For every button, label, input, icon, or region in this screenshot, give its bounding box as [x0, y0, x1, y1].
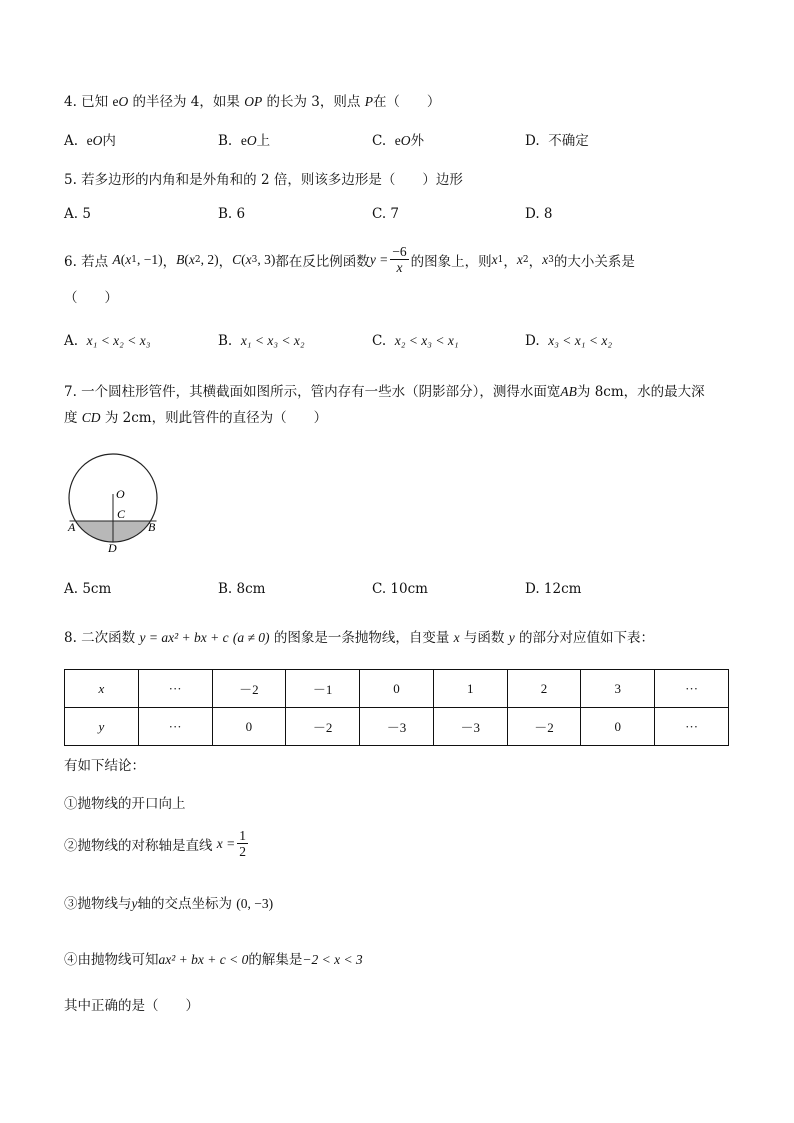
q4-option-c[interactable]: C. eO外: [372, 133, 424, 149]
q5-option-b[interactable]: B. 6: [218, 206, 246, 222]
xy-value-table: [64, 669, 729, 746]
table-cell: 2: [507, 670, 581, 708]
q7-option-a[interactable]: A. 5cm: [64, 581, 112, 597]
q4-option-d[interactable]: D. 不确定: [525, 133, 589, 149]
table-cell: －2: [286, 708, 360, 746]
q4-stem-text: 的半径为 4，如果: [132, 94, 240, 110]
q7-stem-line2: 度 CD 为 2cm，则此管件的直径为（ ）: [64, 410, 328, 426]
q5-option-c[interactable]: C. 7: [372, 206, 400, 222]
point-b: B: [176, 251, 185, 267]
label-d: D: [108, 541, 117, 555]
segment-ab: AB: [560, 384, 577, 399]
table-cell: 3: [581, 670, 655, 708]
q4-stem: [64, 90, 440, 110]
q6-option-d[interactable]: D. x₃ < x₁ < x₂: [525, 333, 613, 349]
q6-option-c[interactable]: C. x₂ < x₃ < x₁: [372, 333, 459, 349]
point-c: C: [232, 251, 242, 267]
table-cell: ···: [655, 670, 729, 708]
circle-center-label: O: [118, 94, 129, 109]
conclusion-2: ②抛物线的对称轴是直线 x = $\frac{1}{2}$: [64, 828, 247, 859]
q8-stem: 8. 二次函数 y = ax² + bx + c (a ≠ 0) 的图象是一条抛物线，自变量 x 与函数 y 的部分对应值如下表：: [64, 630, 655, 646]
table-cell: 0: [360, 670, 434, 708]
table-row: [65, 708, 729, 746]
table-cell: －2: [212, 670, 286, 708]
q5-option-d[interactable]: D. 8: [525, 206, 553, 222]
table-cell: 1: [433, 670, 507, 708]
q4-stem-text: 在（ ）: [372, 94, 441, 110]
table-cell: －3: [433, 708, 507, 746]
point-a: A: [112, 251, 121, 267]
table-cell: ···: [138, 670, 212, 708]
table-cell: ···: [655, 708, 729, 746]
pipe-cross-section-figure: [60, 448, 170, 558]
label-b: B: [148, 520, 156, 534]
q6-answer-paren: （ ）: [64, 290, 118, 306]
q7-option-b[interactable]: B. 8cm: [218, 581, 266, 597]
q7-stem-line1: 7. 一个圆柱形管件，其横截面如图所示，管内存有一些水（阴影部分），测得水面宽AB为 8cm，水的最大深: [64, 384, 705, 400]
conclusion-intro: 有如下结论：: [64, 758, 145, 774]
table-row: [65, 670, 729, 708]
q6-stem: 6. 若点 A ( x 1 , −1 ) ， B ( x 2 , 2 ) ， C ( x 3 , 3 ) 都在反比例函数 y = $\frac{-6}{x}$ 的图象上，则 x 1 ， x 2 ， x 3 的大小关系是: [64, 244, 635, 275]
table-cell: －2: [507, 708, 581, 746]
conclusion-4: ④由抛物线可知ax² + bx + c < 0的解集是−2 < x < 3: [64, 952, 363, 968]
q4-stem-text: 4. 已知: [64, 94, 109, 110]
table-cell: ···: [138, 708, 212, 746]
q7-option-c[interactable]: C. 10cm: [372, 581, 428, 597]
label-c: C: [117, 507, 126, 521]
table-cell: －3: [360, 708, 434, 746]
table-cell: x: [65, 670, 139, 708]
q4-option-a[interactable]: A. eO内: [64, 133, 116, 149]
q7-option-d[interactable]: D. 12cm: [525, 581, 582, 597]
q6-option-b[interactable]: B. x₁ < x₃ < x₂: [218, 333, 305, 349]
q6-option-a[interactable]: A. x₁ < x₂ < x₃: [64, 333, 151, 349]
q5-stem: 5. 若多边形的内角和是外角和的 2 倍，则该多边形是（ ）边形: [64, 172, 463, 188]
quadratic-function: y = ax² + bx + c: [139, 630, 229, 645]
axis-fraction: $\frac{1}{2}$: [239, 828, 247, 859]
segment-cd: CD: [81, 410, 101, 425]
q4-stem-text: 的长为 3，则点: [266, 94, 361, 110]
table-cell: 0: [212, 708, 286, 746]
label-o: O: [116, 487, 125, 501]
q4-option-b[interactable]: B. eO上: [218, 133, 271, 149]
q5-option-a[interactable]: A. 5: [64, 206, 91, 222]
final-question: 其中正确的是（ ）: [64, 998, 199, 1014]
table-cell: 0: [581, 708, 655, 746]
function-lhs: y =: [369, 251, 389, 267]
label-a: A: [68, 520, 76, 534]
point-p: P: [364, 94, 373, 109]
circle-symbol: e: [112, 94, 119, 109]
conclusion-1: ①抛物线的开口向上: [64, 796, 186, 812]
table-cell: －1: [286, 670, 360, 708]
segment-op: OP: [244, 94, 263, 109]
conclusion-3: ③抛物线与y轴的交点坐标为 (0, −3): [64, 896, 274, 912]
table-cell: y: [65, 708, 139, 746]
coefficient-condition: (a ≠ 0): [232, 630, 270, 645]
inverse-function-fraction: $\frac{-6}{x}$: [392, 244, 407, 275]
